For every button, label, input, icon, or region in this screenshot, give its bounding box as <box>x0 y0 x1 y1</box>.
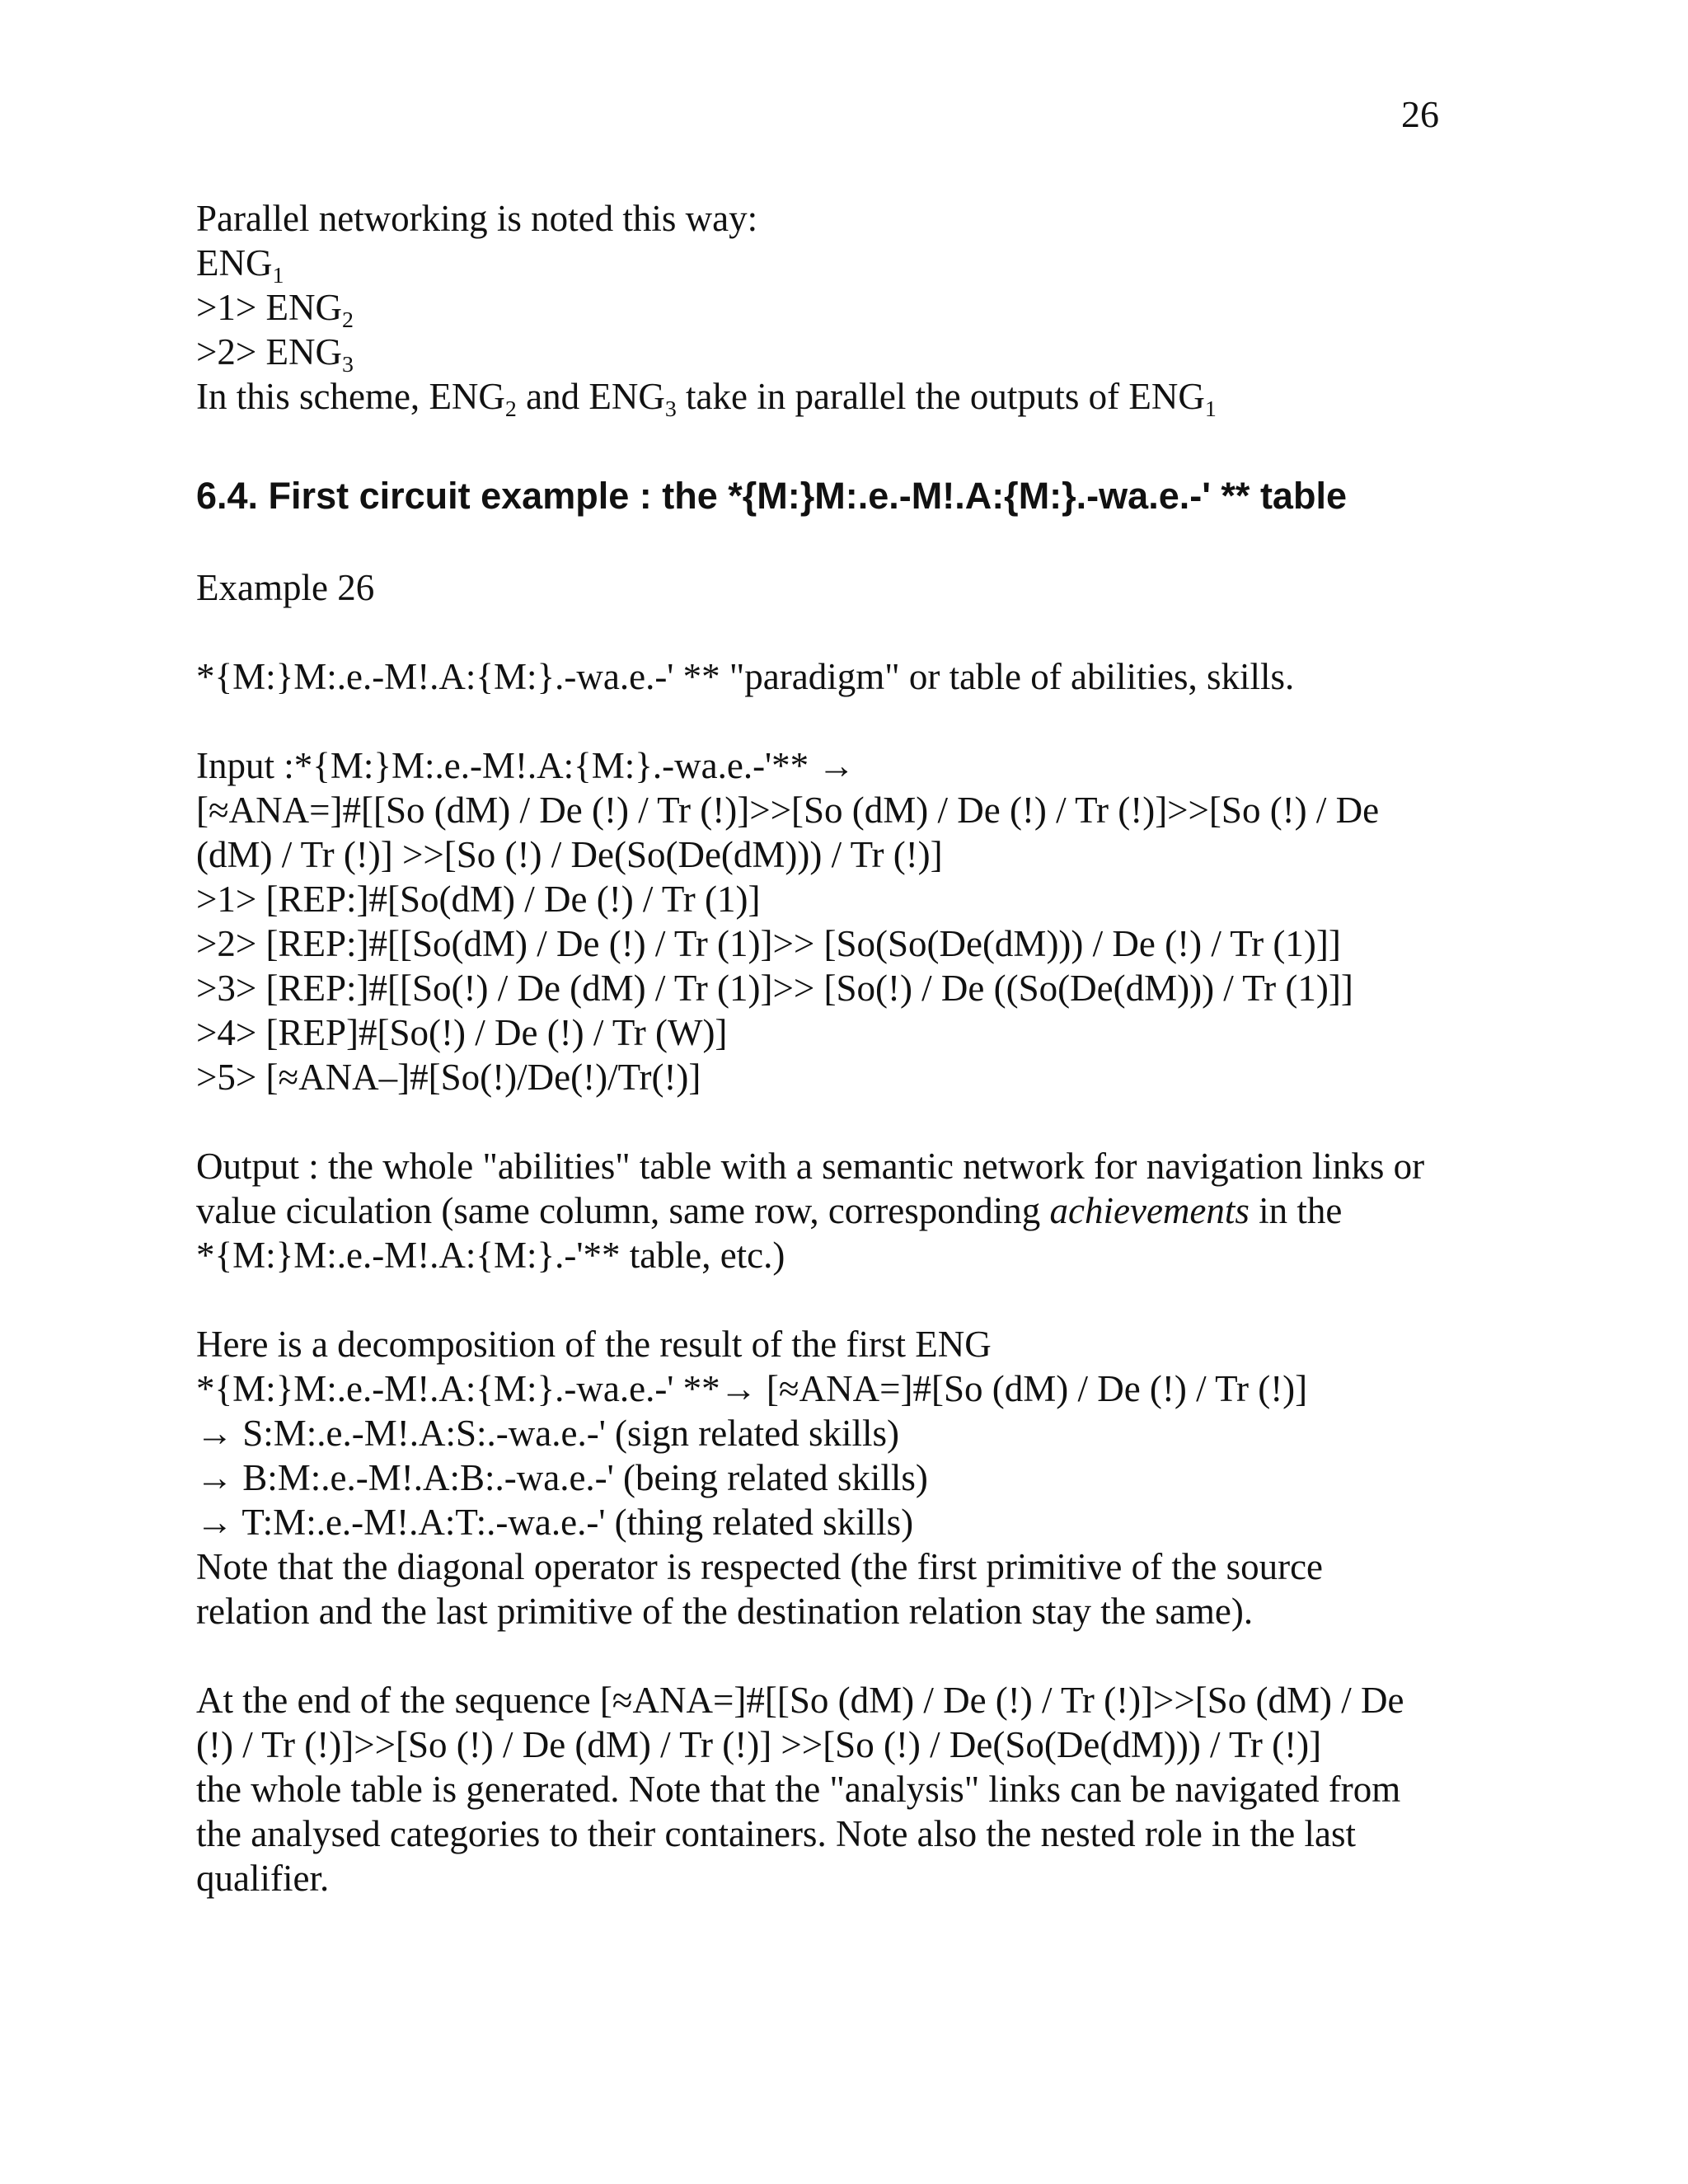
input-line: >3> [REP:]#[[So(!) / De (dM) / Tr (1)]>> [So(!) / De ((So(De(dM))) / Tr (1)]] <box>196 968 1353 1009</box>
decomposition-line: → S:M:.e.-M!.A:S:.-wa.e.-' (sign related skills) <box>196 1413 899 1454</box>
decomposition-line: → B:M:.e.-M!.A:B:.-wa.e.-' (being related skills) <box>196 1457 928 1498</box>
input-block <box>196 743 1498 1099</box>
scheme-line: In this scheme, $ENG_2$ and $ENG_3$ take in parallel the outputs of $ENG_1$ <box>196 376 1217 422</box>
networking-block <box>196 196 1498 422</box>
section-heading: 6.4. First circuit example : the *{M:}M:.e.-M!.A:{M:}.-wa.e.-' ** table <box>196 475 1347 517</box>
paradigm-line: *{M:}M:.e.-M!.A:{M:}.-wa.e.-' ** "paradigm" or table of abilities, skills. <box>196 656 1295 697</box>
eng1-line: $ENG_1$ <box>196 242 284 288</box>
decomposition-line: Note that the diagonal operator is respected (the first primitive of the source <box>196 1546 1324 1587</box>
final-line: the analysed categories to their containers. Note also the nested role in the last <box>196 1813 1357 1854</box>
input-line: >4> [REP]#[So(!) / De (!) / Tr (W)] <box>196 1012 728 1053</box>
networking-intro: Parallel networking is noted this way: <box>196 198 758 239</box>
output-line: *{M:}M:.e.-M!.A:{M:}.-'** table, etc.) <box>196 1235 785 1276</box>
final-line: qualifier. <box>196 1858 330 1899</box>
page-number: 26 <box>1401 93 1439 135</box>
eng2-line: $>1> ENG_2$ <box>196 287 354 333</box>
decomposition-block <box>196 1322 1498 1633</box>
decomposition-line: → T:M:.e.-M!.A:T:.-wa.e.-' (thing related skills) <box>196 1502 914 1543</box>
final-line: the whole table is generated. Note that the "analysis" links can be navigated from <box>196 1769 1401 1810</box>
input-line: (dM) / Tr (!)] >>[So (!) / De(So(De(dM))) / Tr (!)] <box>196 834 943 875</box>
decomposition-line: Here is a decomposition of the result of the first ENG <box>196 1324 992 1365</box>
decomposition-line: relation and the last primitive of the destination relation stay the same). <box>196 1591 1254 1632</box>
input-line: >2> [REP:]#[[So(dM) / De (!) / Tr (1)]>> [So(So(De(dM))) / De (!) / Tr (1)]] <box>196 923 1341 964</box>
final-line: (!) / Tr (!)]>>[So (!) / De (dM) / Tr (!)] >>[So (!) / De(So(De(dM))) / Tr (!)] <box>196 1724 1322 1765</box>
eng3-line: $>2> ENG_3$ <box>196 331 354 377</box>
input-line: >1> [REP:]#[So(dM) / De (!) / Tr (1)] <box>196 879 761 920</box>
input-line: >5> [≈ANA–]#[So(!)/De(!)/Tr(!)] <box>196 1057 701 1098</box>
output-line: Output : the whole "abilities" table with a semantic network for navigation links or <box>196 1146 1425 1187</box>
output-block <box>196 1144 1498 1277</box>
italic-achievements: achievements <box>1049 1190 1250 1231</box>
final-line: At the end of the sequence [≈ANA=]#[[So (dM) / De (!) / Tr (!)]>>[So (dM) / De <box>196 1680 1404 1721</box>
example-label: Example 26 <box>196 567 375 608</box>
output-line: value ciculation (same column, same row, corresponding achievements in the <box>196 1190 1343 1231</box>
final-block <box>196 1678 1498 1900</box>
decomposition-line: *{M:}M:.e.-M!.A:{M:}.-wa.e.-' **→ [≈ANA=]#[So (dM) / De (!) / Tr (!)] <box>196 1368 1308 1409</box>
input-line: Input :*{M:}M:.e.-M!.A:{M:}.-wa.e.-'** → <box>196 745 856 786</box>
input-line: [≈ANA=]#[[So (dM) / De (!) / Tr (!)]>>[So (dM) / De (!) / Tr (!)]>>[So (!) / De <box>196 790 1380 831</box>
page-content <box>196 196 1498 1900</box>
